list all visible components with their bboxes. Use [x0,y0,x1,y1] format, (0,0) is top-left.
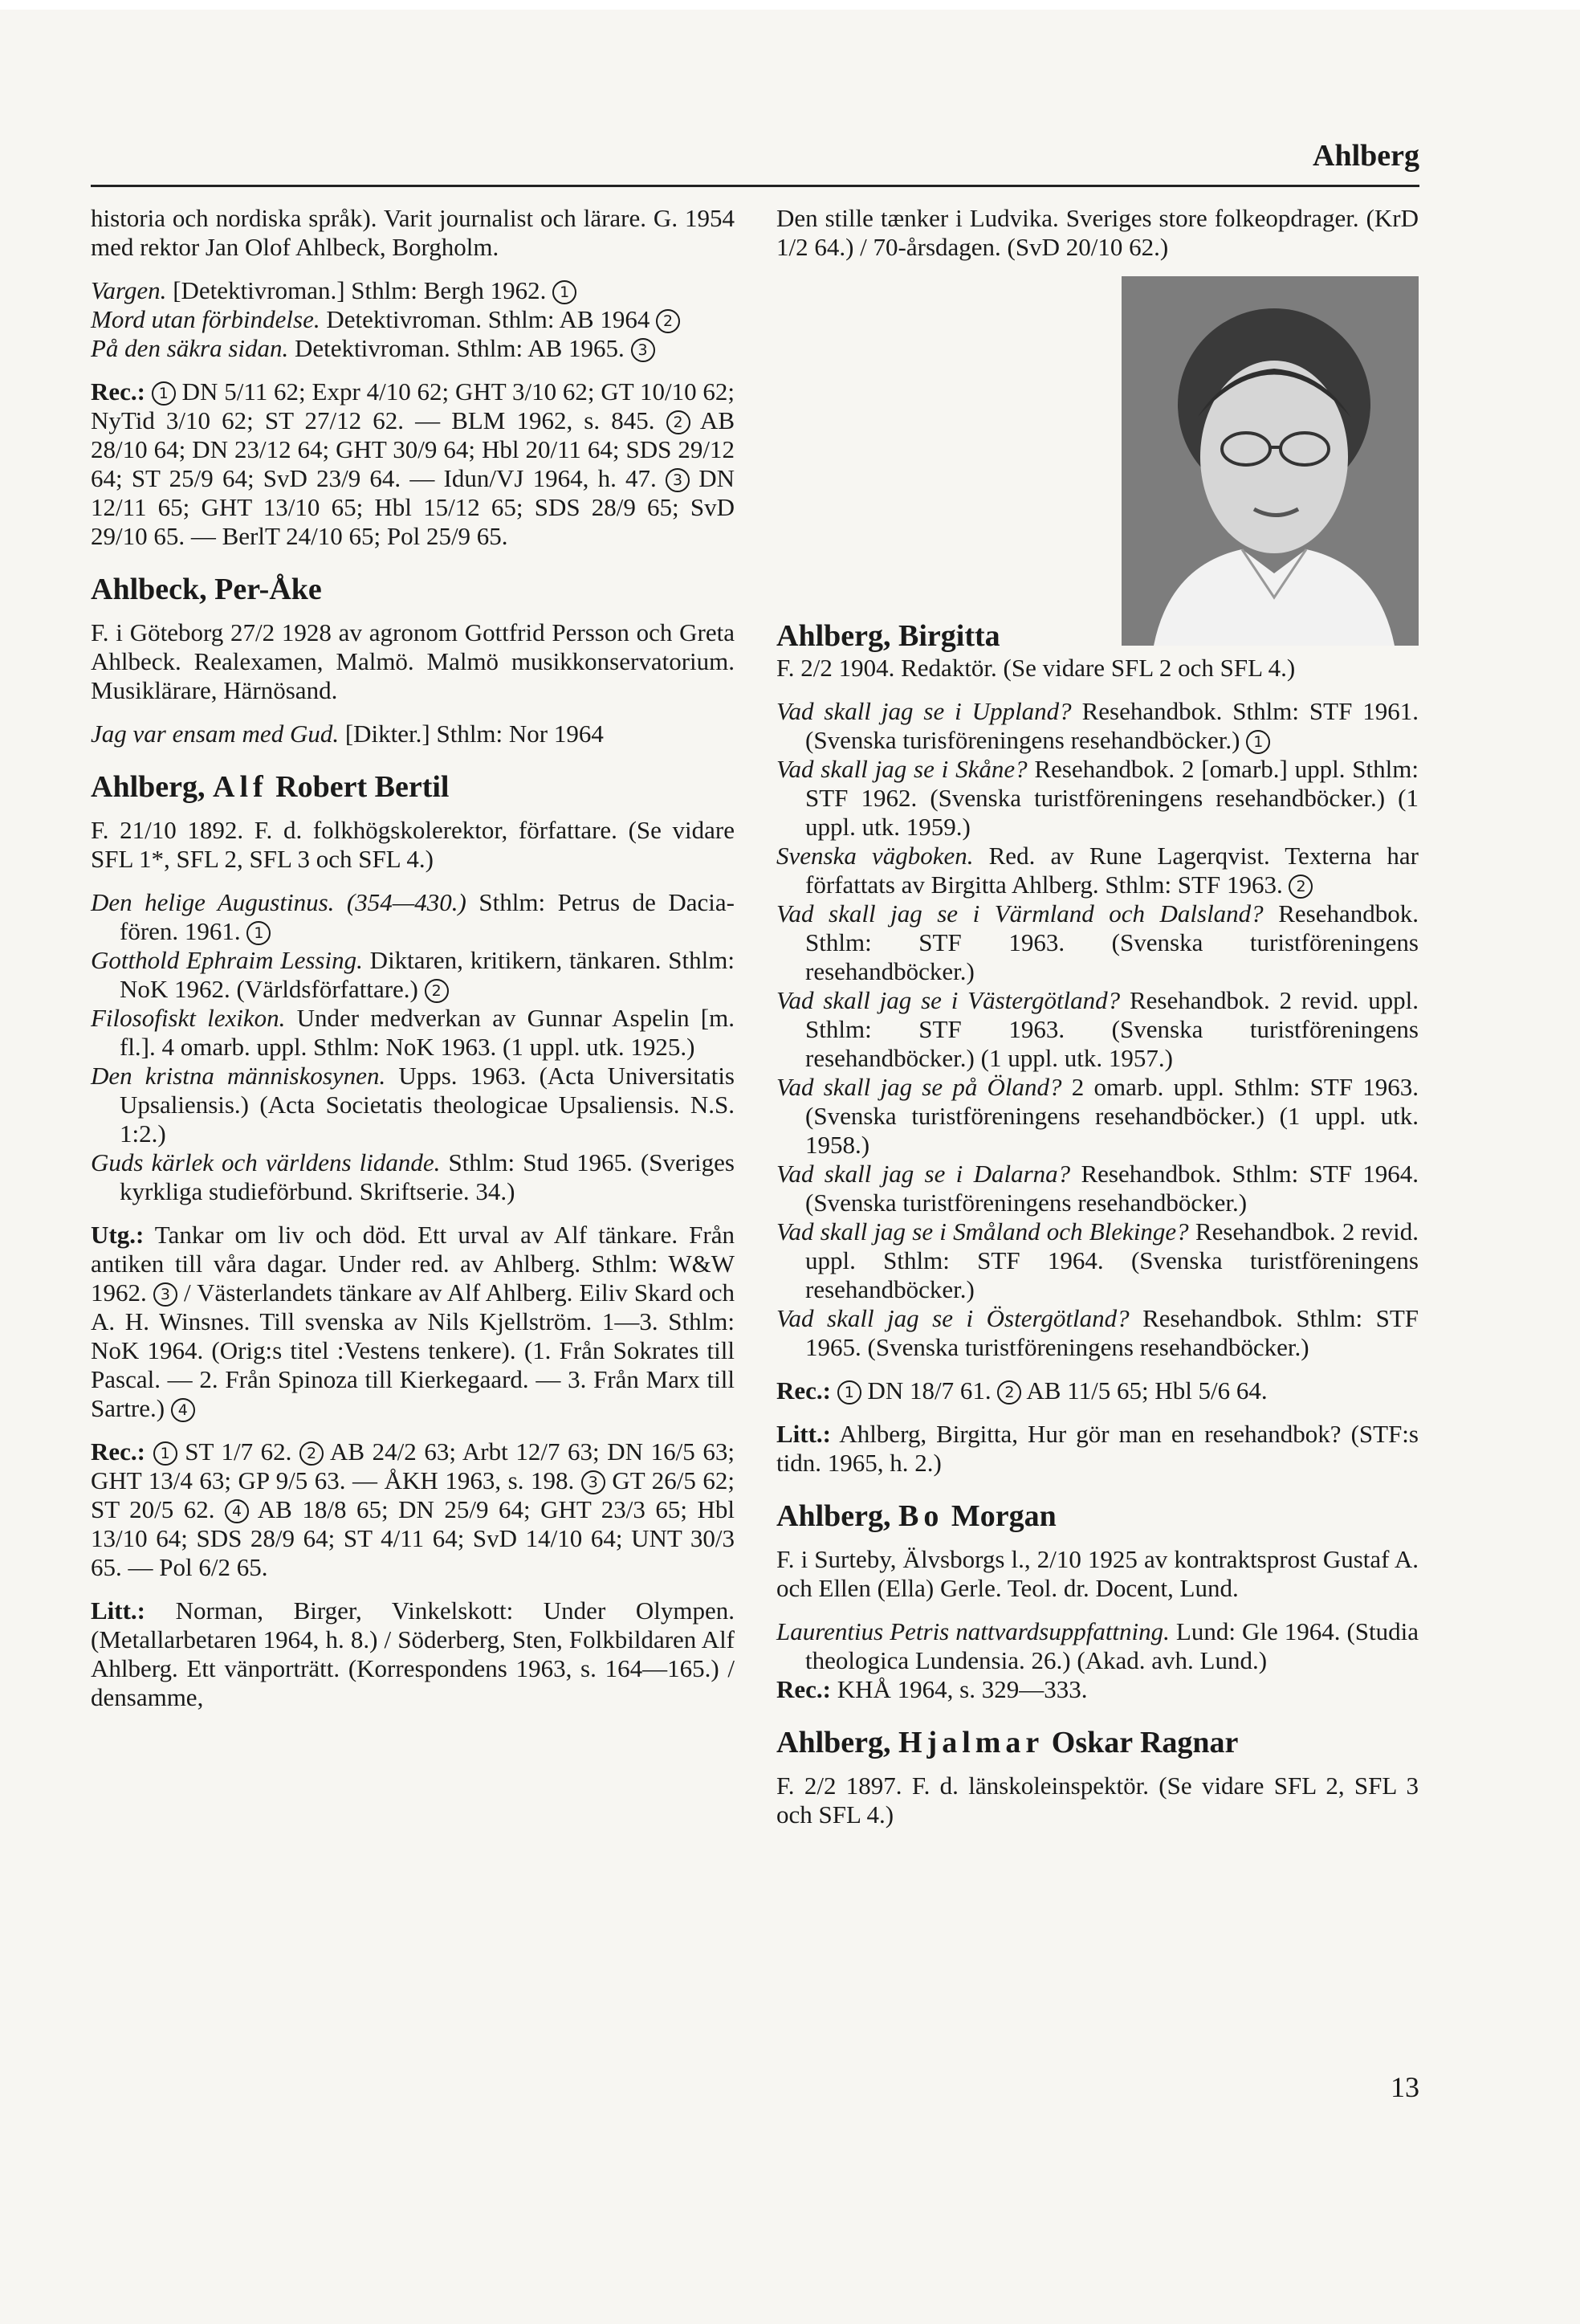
work-title: Den kristna människosynen. [91,1062,386,1090]
work-details: [Detektivroman.] Sthlm: Bergh 1962. [166,276,547,304]
work-item [776,842,1419,899]
work-item [776,1073,1419,1160]
circled-number: 4 [225,1499,249,1523]
circled-number: 3 [631,338,655,362]
work-title: Mord utan förbindelse. [91,305,320,333]
reviews [776,1376,1419,1405]
work-item [91,720,735,748]
header-rule [91,185,1419,187]
work-item [776,755,1419,842]
work-title: Vad skall jag se i Uppland? [776,697,1072,725]
work-details: [Dikter.] Sthlm: Nor 1964 [339,720,604,748]
review-text: DN 12/11 65; GHT 13/10 65; Hbl 15/12 65; SDS 28/9 65; SvD 29/10 65. — BerlT 24/10 65; Pol 25/9 65. [91,464,735,550]
work-title: Jag var ensam med Gud. [91,720,340,748]
circled-number: 2 [997,1380,1021,1405]
work-details: Sthlm: Stud 1965. (Sveriges kyrkliga studieförbund. Skriftserie. 34.) [120,1148,735,1205]
review-text: AB 24/2 63; Arbt 12/7 63; DN 16/5 63; GHT 13/4 63; GP 9/5 63. — ÅKH 1963, s. 198. [91,1437,735,1494]
works-list [776,697,1419,1362]
review-text: DN 18/7 61. [861,1376,998,1405]
entry-bio: F. i Göteborg 27/2 1928 av agronom Gottfrid Persson och Greta Ahlbeck. Realexamen, Malmö. Malmö musikkonservatorium. Musiklärare, Härnösand. [91,618,735,704]
work-title: Vad skall jag se i Östergötland? [776,1304,1130,1332]
literature-text: Norman, Birger, Vinkelskott: Under Olympen. (Metallarbetaren 1964, h. 8.) / Söderberg, Sten, Folkbildaren Alf Ahlberg. Ett vänporträtt. (Korrespondens 1963, s. 164—165.) / densamme, [91,1596,735,1711]
edited-text: Tankar om liv och död. Ett urval av Alf tänkare. Från antiken till våra dagar. Under red. av Ahlberg. Sthlm: W&W 1962. [91,1221,735,1307]
literature-label: Litt.: [776,1420,832,1448]
entry-bio: F. 2/2 1904. Redaktör. (Se vidare SFL 2 och SFL 4.) [776,654,1296,682]
work-item [776,1304,1419,1362]
heading-callname: Alf [213,770,268,804]
heading-forenames: Oskar Ragnar [1044,1726,1239,1759]
edited-label: Utg.: [91,1221,145,1249]
portrait-image [1122,276,1419,646]
work-item [91,334,735,363]
entry-heading [776,1725,1419,1760]
left-column [91,204,735,1727]
work-title: Vad skall jag se i Skåne? [776,755,1028,783]
work-details: Resehandbok. Sthlm: STF 1964. (Svenska turistföreningens resehandböcker.) [805,1160,1419,1217]
works-list [91,276,735,363]
literature-label: Litt.: [91,1596,146,1625]
literature [776,1420,1419,1478]
portrait-block [776,276,1419,654]
work-details: Resehandbok. 2 [omarb.] uppl. Sthlm: STF 1962. (Svenska turistföreningens resehandböcker.) (1 uppl. utk. 1959.) [805,755,1419,841]
edited-works [91,1221,735,1423]
work-details: Detektivroman. Sthlm: AB 1965. [288,334,625,362]
work-title: Laurentius Petris nattvardsuppfattning. [776,1617,1170,1645]
work-item [91,276,735,305]
work-title: Svenska vägboken. [776,842,974,870]
running-head: Ahlberg [1313,139,1419,173]
work-details: Upps. 1963. (Acta Universitatis Upsaliensis.) (Acta Societatis theologicae Upsaliensis. N.S. 1:2.) [120,1062,735,1148]
reviews-label: Rec.: [776,1376,831,1405]
work-title: Guds kärlek och världens lidande. [91,1148,441,1176]
heading-callname: Hjalmar [898,1726,1045,1759]
heading-surname: Ahlberg, [776,1726,898,1759]
work-title: Vad skall jag se i Småland och Blekinge? [776,1217,1189,1246]
review-text: KHÅ 1964, s. 329—333. [830,1675,1088,1703]
circled-number: 4 [171,1398,195,1422]
heading-callname: Bo [898,1499,944,1533]
work-details: 2 omarb. uppl. Sthlm: STF 1963. (Svenska turistföreningens resehandböcker.) (1 uppl. utk. 1958.) [805,1073,1419,1159]
review-text: DN 5/11 62; Expr 4/10 62; GHT 3/10 62; GT 10/10 62; NyTid 3/10 62; ST 27/12 62. — BLM 1962, s. 845. [91,377,735,434]
heading-surname: Ahlberg, [91,770,213,804]
work-title: Gotthold Ephraim Lessing. [91,946,363,974]
work-details: Resehandbok. Sthlm: STF 1961. (Svenska turisföreningens resehandböcker.) [805,697,1419,754]
work-item [776,1160,1419,1217]
circled-number: 3 [666,468,690,492]
work-title: Vad skall jag se på Öland? [776,1073,1062,1101]
work-details: Resehandbok. Sthlm: STF 1965. (Svenska turistföreningens resehandböcker.) [805,1304,1419,1361]
work-title: Vad skall jag se i Dalarna? [776,1160,1071,1188]
work-title: Den helige Augustinus. (354—430.) [91,888,466,916]
portrait-photo [1122,276,1419,646]
work-details: Resehandbok. 2 revid. uppl. Sthlm: STF 1964. (Svenska turistföreningens resehandböcker.) [805,1217,1419,1303]
work-item [776,1617,1419,1675]
circled-number: 1 [552,280,576,304]
circled-number: 2 [666,410,690,434]
review-text: AB 28/10 64; DN 23/12 64; GHT 30/9 64; Hbl 20/11 64; SDS 29/12 64; ST 25/9 64; SvD 23/9 64. — Idun/VJ 1964, h. 47. [91,406,735,492]
circled-number: 1 [837,1380,861,1405]
reviews [776,1675,1419,1704]
work-details: Diktaren, kritikern, tänkaren. Sthlm: NoK 1962. (Världsförfattare.) [120,946,735,1003]
circled-number: 2 [425,979,449,1003]
work-item [91,888,735,946]
review-text: GT 26/5 62; ST 20/5 62. [91,1466,735,1523]
circled-number: 2 [1289,875,1313,899]
right-column [776,204,1419,1844]
work-item [776,1217,1419,1304]
heading-surname: Ahlberg, [776,1499,898,1533]
continued-bio: historia och nordiska språk). Varit journalist och lärare. G. 1954 med rektor Jan Olof Ahlbeck, Borgholm. [91,204,735,261]
work-item [776,899,1419,986]
entry-bio: F. i Surteby, Älvsborgs l., 2/10 1925 av kontraktsprost Gustaf A. och Ellen (Ella) Gerle. Teol. dr. Docent, Lund. [776,1545,1419,1602]
work-title: Vargen. [91,276,167,304]
work-item [91,1062,735,1148]
work-details: Lund: Gle 1964. (Studia theologica Lundensia. 26.) (Akad. avh. Lund.) [805,1617,1419,1674]
review-text: AB 11/5 65; Hbl 5/6 64. [1021,1376,1268,1405]
continued-literature: Den stille tænker i Ludvika. Sveriges store folkeopdrager. (KrD 1/2 64.) / 70-årsdagen. (SvD 20/10 62.) [776,204,1419,261]
work-item [776,697,1419,755]
work-item [91,946,735,1004]
work-details: Resehandbok. Sthlm: STF 1963. (Svenska turistföreningens resehandböcker.) [805,899,1419,985]
works-list [91,888,735,1206]
entry-heading: Ahlbeck, Per-Åke [91,573,322,606]
edited-text: / Västerlandets tänkare av Alf Ahlberg. Eiliv Skard och A. H. Winsnes. Till svenska av Nils Kjellström. 1—3. Sthlm: NoK 1964. (Orig:s titel :Vestens tenkere). (1. Från Sokrates till Pascal. — 2. Från Spinoza till Kierkegaard. — 3. Från Marx till Sartre.) [91,1278,735,1422]
circled-number: 3 [153,1282,177,1307]
circled-number: 2 [656,309,680,333]
entry-bio: F. 21/10 1892. F. d. folkhögskolerektor, författare. (Se vidare SFL 1*, SFL 2, SFL 3 och SFL 4.) [91,816,735,873]
circled-number: 1 [153,1441,177,1466]
work-details: Under medverkan av Gunnar Aspelin [m. fl.]. 4 omarb. uppl. Sthlm: NoK 1963. (1 uppl. utk. 1925.) [120,1004,735,1061]
work-item [91,1148,735,1206]
page-top-edge [0,0,1580,10]
circled-number: 1 [246,921,271,945]
work-item [776,986,1419,1073]
work-title: Vad skall jag se i Västergötland? [776,986,1121,1014]
entry-heading: Ahlberg, Birgitta [776,619,1000,653]
work-title: Filosofiskt lexikon. [91,1004,286,1032]
review-text: ST 1/7 62. [177,1437,300,1466]
work-details: Resehandbok. 2 revid. uppl. Sthlm: STF 1963. (Svenska turistföreningens resehandböcker.) (1 uppl. utk. 1957.) [805,986,1419,1072]
work-details: Sthlm: Petrus de Dacia-fören. 1961. [120,888,735,945]
entry-bio: F. 2/2 1897. F. d. länskoleinspektör. (Se vidare SFL 2, SFL 3 och SFL 4.) [776,1772,1419,1829]
entry-heading [776,1498,1419,1534]
circled-number: 1 [1246,730,1270,754]
circled-number: 1 [152,381,176,406]
circled-number: 3 [581,1470,605,1494]
work-item [91,305,735,334]
work-details: Detektivroman. Sthlm: AB 1964 [320,305,650,333]
work-title: Vad skall jag se i Värmland och Dalsland? [776,899,1264,928]
heading-forenames: Robert Bertil [267,770,450,804]
work-title: På den säkra sidan. [91,334,289,362]
review-text: AB 18/8 65; DN 25/9 64; GHT 23/3 65; Hbl 13/10 64; SDS 28/9 64; ST 4/11 64; SvD 14/10 64; UNT 30/3 65. — Pol 6/2 65. [91,1495,735,1581]
reviews-label: Rec.: [91,377,145,406]
work-details: Red. av Rune Lagerqvist. Texterna har författats av Birgitta Ahlberg. Sthlm: STF 1963. [805,842,1419,899]
literature [91,1596,735,1712]
reviews-label: Rec.: [91,1437,145,1466]
entry-heading [91,769,735,805]
heading-forenames: Morgan [943,1499,1057,1533]
circled-number: 2 [299,1441,324,1466]
literature-text: Ahlberg, Birgitta, Hur gör man en resehandbok? (STF:s tidn. 1965, h. 2.) [776,1420,1419,1477]
reviews [91,377,735,551]
page-number: 13 [1391,2071,1419,2103]
reviews-label: Rec.: [776,1675,831,1703]
reviews [91,1437,735,1582]
work-item [91,1004,735,1062]
